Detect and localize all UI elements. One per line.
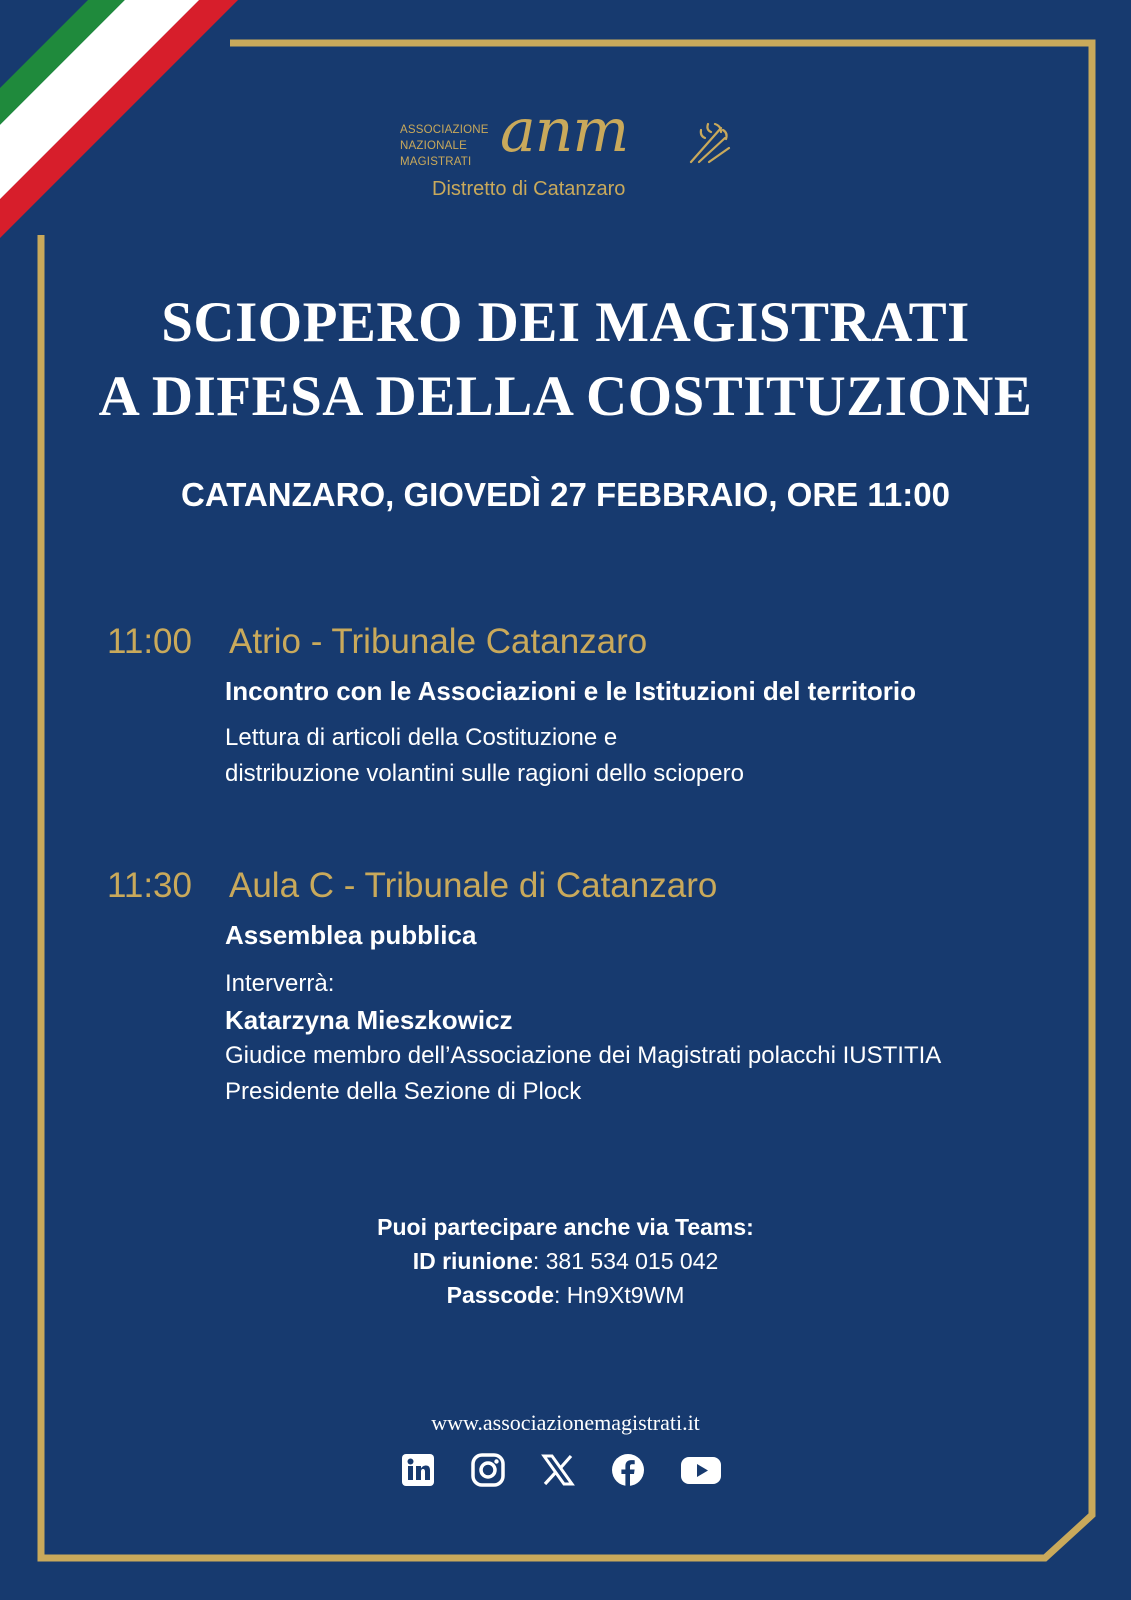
speaker-name: Katarzyna Mieszkowicz: [225, 1005, 513, 1035]
x-icon[interactable]: [540, 1452, 576, 1488]
session-1-place: Atrio - Tribunale Catanzaro: [229, 622, 648, 661]
youtube-icon[interactable]: [680, 1452, 722, 1488]
social-icons: [400, 1452, 740, 1492]
teams-info: [0, 1210, 1131, 1312]
session-1-subtitle: Incontro con le Associazioni e le Istituzioni del territorio: [225, 676, 917, 706]
headline-line-1: SCIOPERO DEI MAGISTRATI: [161, 291, 970, 354]
facebook-icon[interactable]: [610, 1452, 646, 1488]
logo-association-text: ASSOCIAZIONE NAZIONALE MAGISTRATI: [400, 124, 489, 168]
speaker-intro: Interverrà:: [225, 970, 335, 997]
session-2-time: 11:30: [107, 866, 192, 905]
speaker-role-2: Presidente della Sezione di Plock: [225, 1078, 582, 1105]
speaker-role-1: Giudice membro dell’Associazione dei Magistrati polacchi IUSTITIA: [225, 1042, 942, 1069]
logo-district: Distretto di Catanzaro: [432, 178, 626, 200]
linkedin-icon[interactable]: [400, 1452, 436, 1488]
instagram-icon[interactable]: [470, 1452, 506, 1488]
event-dateline: CATANZARO, GIOVEDÌ 27 FEBBRAIO, ORE 11:00: [181, 476, 950, 513]
logo-wordmark: anm: [500, 96, 629, 166]
session-2-place: Aula C - Tribunale di Catanzaro: [229, 866, 718, 905]
headline-line-2: A DIFESA DELLA COSTITUZIONE: [98, 365, 1033, 428]
session-1-heading: [107, 622, 647, 662]
session-2-subtitle: Assemblea pubblica: [225, 920, 477, 950]
teams-passcode: Passcode: Hn9Xt9WM: [446, 1282, 685, 1308]
session-1-description: Lettura di articoli della Costituzione e distribuzione volantini sulle ragioni dello sciopero: [225, 724, 744, 787]
session-2-speaker: [225, 966, 941, 1110]
italian-flag-ribbon: [0, 0, 240, 240]
teams-meeting-id: ID riunione: 381 534 015 042: [412, 1248, 719, 1274]
wheat-icon: [685, 118, 733, 166]
session-1-time: 11:00: [107, 622, 192, 661]
teams-intro: Puoi partecipare anche via Teams:: [377, 1214, 754, 1240]
session-2-heading: [107, 866, 717, 906]
anm-logo: [400, 96, 740, 210]
website-link[interactable]: www.associazionemagistrati.it: [431, 1410, 700, 1435]
